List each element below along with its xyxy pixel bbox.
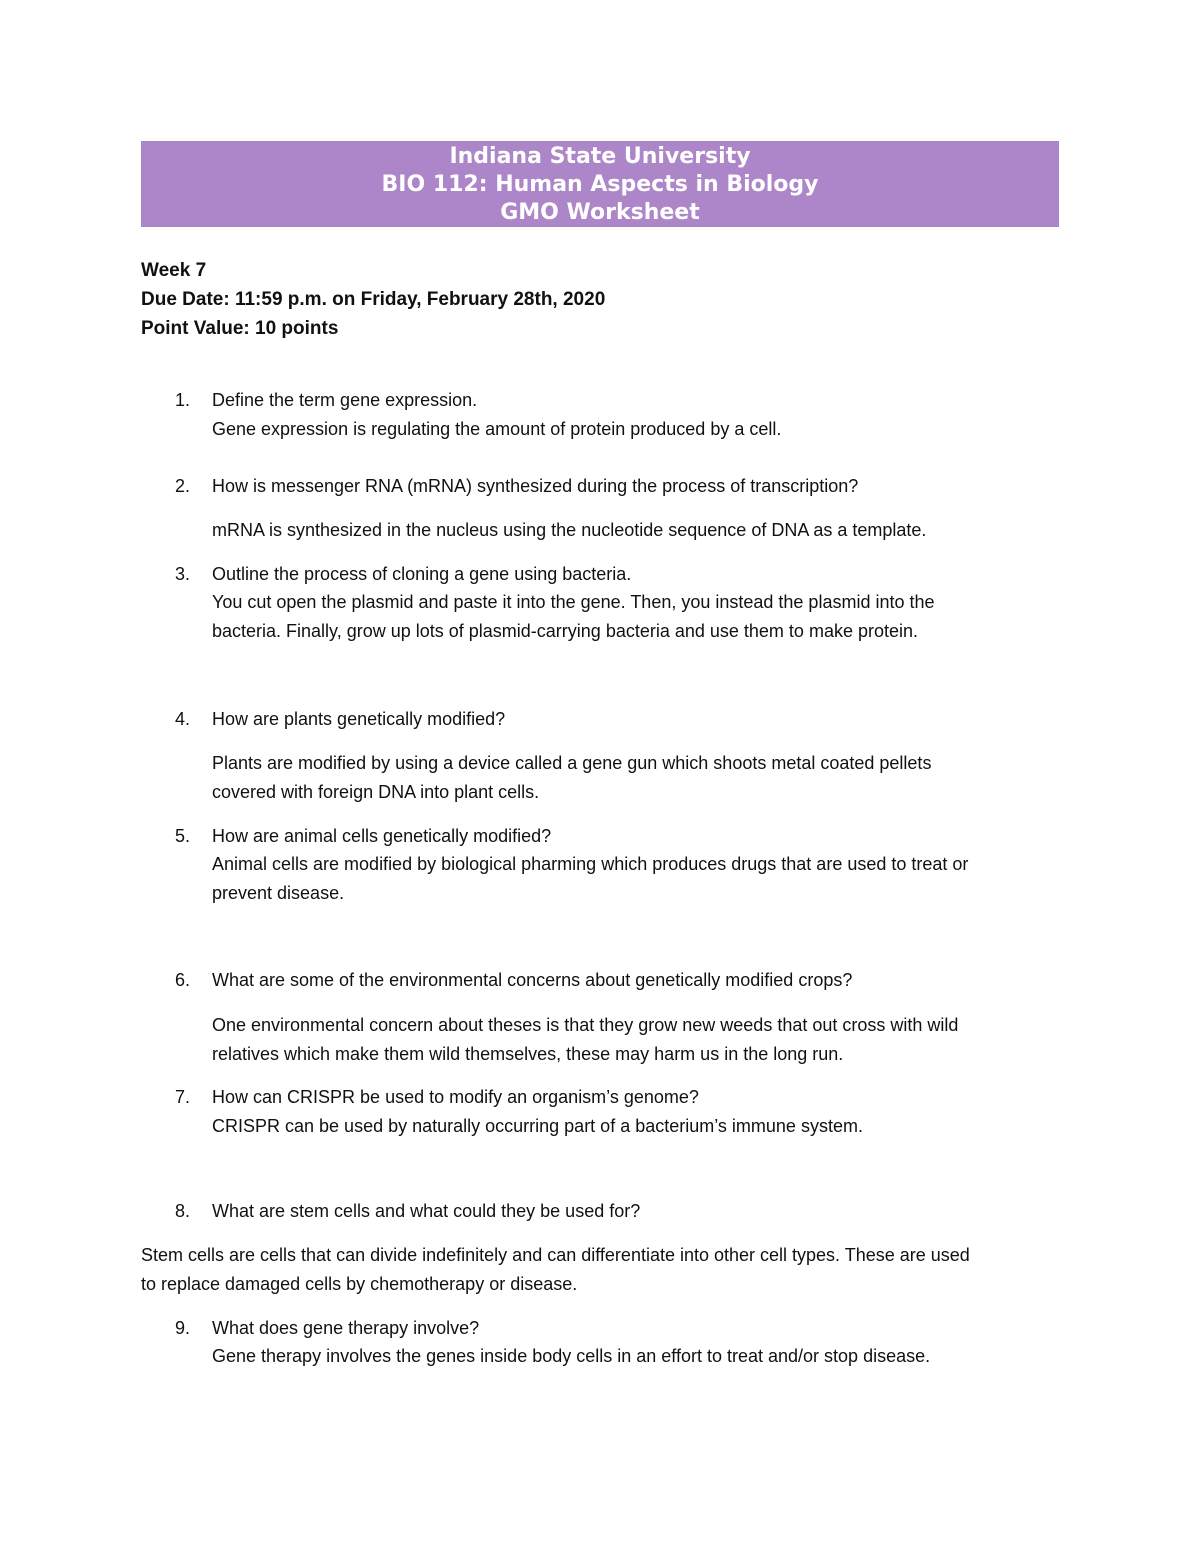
question-text: How are animal cells genetically modified? xyxy=(212,826,552,846)
week-label: Week 7 xyxy=(141,260,207,281)
question-text: How are plants genetically modified? xyxy=(212,709,506,729)
question-number: 7. xyxy=(175,1087,191,1107)
question-number: 4. xyxy=(175,709,191,729)
question-number: 8. xyxy=(175,1201,191,1221)
course-title: BIO 112: Human Aspects in Biology xyxy=(381,172,819,197)
answer-text: Gene therapy involves the genes inside body cells in an effort to treat and/or stop disease. xyxy=(212,1346,931,1366)
header-banner xyxy=(141,141,1059,227)
answer-text: CRISPR can be used by naturally occurring part of a bacterium’s immune system. xyxy=(212,1116,863,1136)
question-text: Outline the process of cloning a gene using bacteria. xyxy=(212,564,632,584)
due-date: Due Date: 11:59 p.m. on Friday, February 28th, 2020 xyxy=(141,289,606,310)
answer-text: Stem cells are cells that can divide indefinitely and can differentiate into other cell types. These are used to replace damaged cells by chemotherapy or disease. xyxy=(141,1245,970,1294)
answer-text: mRNA is synthesized in the nucleus using the nucleotide sequence of DNA as a template. xyxy=(212,520,927,540)
question-text: How can CRISPR be used to modify an organism’s genome? xyxy=(212,1087,699,1107)
point-value: Point Value: 10 points xyxy=(141,318,339,339)
answer-text: Plants are modified by using a device called a gene gun which shoots metal coated pellets covered with foreign DNA into plant cells. xyxy=(212,753,932,802)
answer-text: Gene expression is regulating the amount of protein produced by a cell. xyxy=(212,419,782,439)
university-title: Indiana State University xyxy=(449,144,751,169)
question-number: 2. xyxy=(175,476,191,496)
worksheet-title: GMO Worksheet xyxy=(500,200,700,225)
question-number: 9. xyxy=(175,1318,191,1338)
answer-text: Animal cells are modified by biological pharming which produces drugs that are used to treat or prevent disease. xyxy=(212,854,969,903)
question-number: 6. xyxy=(175,970,191,990)
question-number: 1. xyxy=(175,390,191,410)
question-text: What are stem cells and what could they be used for? xyxy=(212,1201,641,1221)
answer-text: One environmental concern about theses is that they grow new weeds that out cross with wild relatives which make them wild themselves, these may harm us in the long run. xyxy=(212,1015,959,1064)
question-number: 5. xyxy=(175,826,191,846)
question-text: What does gene therapy involve? xyxy=(212,1318,480,1338)
answer-text: You cut open the plasmid and paste it into the gene. Then, you instead the plasmid into the bacteria. Finally, grow up lots of plasmid-carrying bacteria and use them to make protein. xyxy=(212,592,935,641)
question-text: What are some of the environmental concerns about genetically modified crops? xyxy=(212,970,853,990)
assignment-meta xyxy=(141,256,605,343)
question-text: Define the term gene expression. xyxy=(212,390,478,410)
question-number: 3. xyxy=(175,564,191,584)
question-text: How is messenger RNA (mRNA) synthesized during the process of transcription? xyxy=(212,476,859,496)
